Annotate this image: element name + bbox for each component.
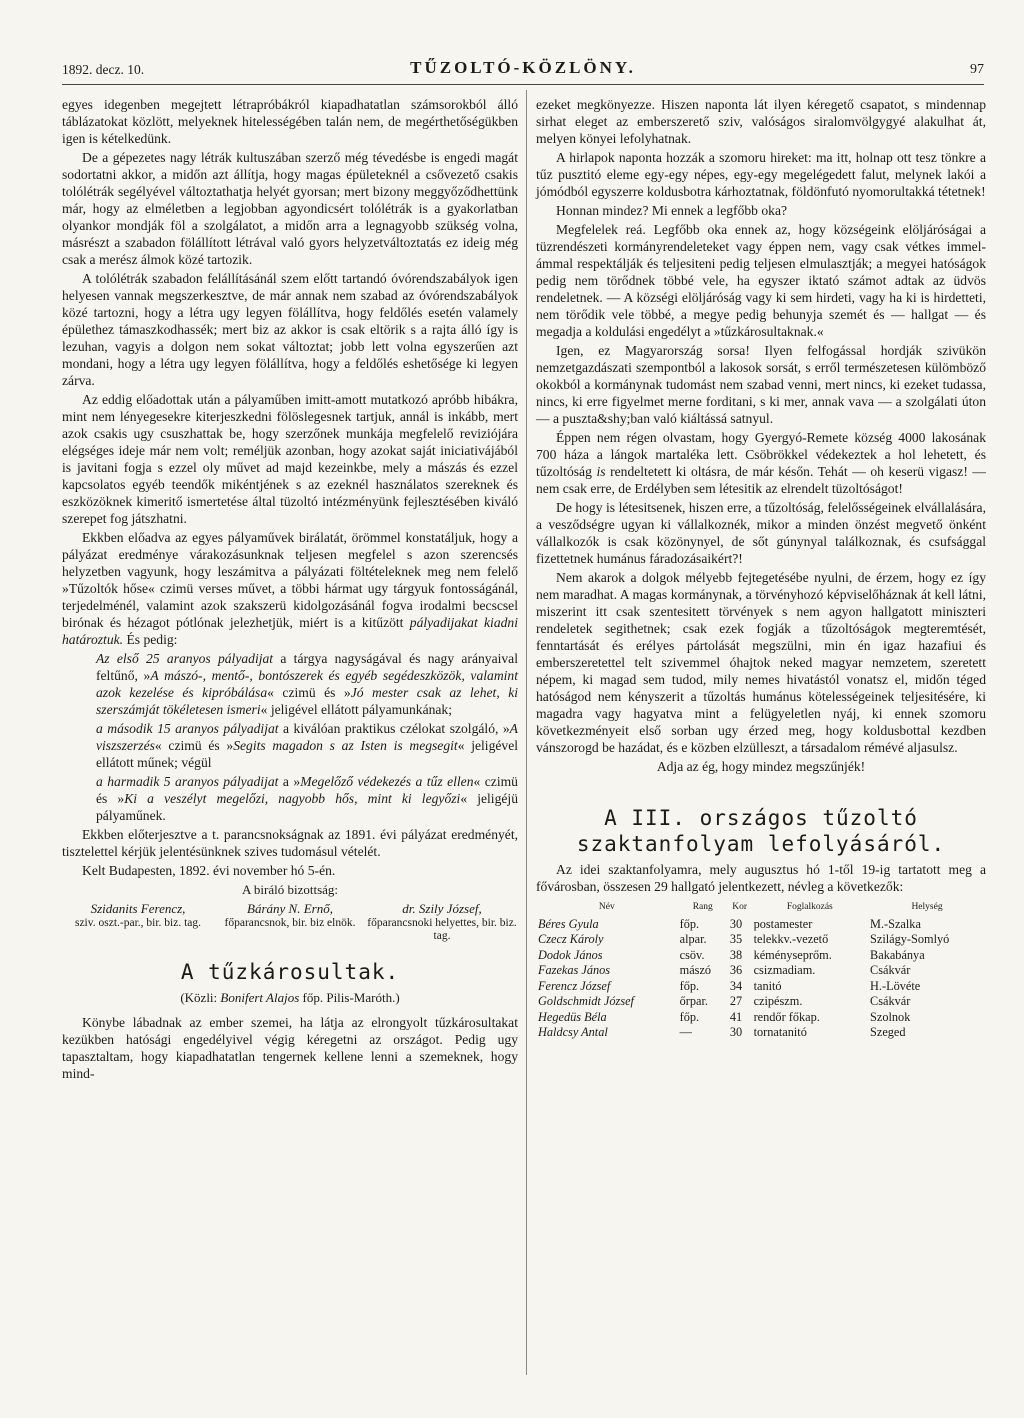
column-separator [526,90,527,1375]
table-row [536,979,986,995]
signature-3 [366,900,518,943]
award-third-conj: « czimü és » [96,774,518,806]
table-cell: kéményseprőm. [753,947,832,962]
p5-emphasis: pályadijakat kiadni határoztuk. [62,615,519,647]
table-cell: Csákvár [870,994,911,1008]
table-cell: M.-Szalka [870,916,921,931]
award-first-motto: Jó mester csak az lehet, ki szerszámját tökéletesen ismeri [96,685,519,717]
award-first-text: a tárgya nagyságával és nagy arányaival feltűnő, » [96,651,518,683]
table-cell: mászó [679,963,712,977]
article-byline [62,989,518,1006]
article3-paragraph-1: Az idei szaktanfolyamra, mely augusztus hó 1-től 19-ig tartatott meg a fővárosban, összesen 29 hallgató jelentkezett, névleg a következők: [536,862,986,894]
page-number: 97 [970,62,984,77]
p5-text: Ekkben előadva az egyes pályaművek birálatát, örömmel konstatáljuk, hogy a pályázat eredménye várakozásunknak teljesen megfelel s azon szerencsés helyzetben vagyunk, hogy leszámitva a pályázati föltételeknek meg nem felelő »Tűzoltók hőse« czimü verses művet, a többi hármat ugy tárgyuk fontosságánál, terjedelménél, valamint azok szakszerü kidolgozásánál fogva irodalmi becscsel birónak és hézagot pótlónak jelezhetjük, miért is a kitűzött [62,530,518,630]
table-body [536,917,986,1041]
right-paragraph-5: Igen, ez Magyarország sorsa! Ilyen felfogással hordják szivükön nemzetgazdászati szempontból a lakosok sorsát, s erről természetesen külömböző okokból a kormánynak tudomást nem szabad venni, mert nincs, ki ezeket tudassa, nincs, ki erre figyelmet merne forditani, s ki mer, annak vava — a szolgálati úton — a puszta&shy;ban való kiáltássá satnyul. [536,343,986,426]
p6-tail: rendeltetett ki oltásra, de már későn. Tehát — oh keserü vigasz! — nem csak erre, de Erdélyben sem létesitik az elrendelt tüzoltóságot! [536,464,987,496]
signature-row [62,900,518,943]
table-cell: Czecz Károly [538,932,604,946]
signature-2-name: Bárány N. Ernő, [247,901,333,916]
committee-label: A biráló bizottság: [241,882,339,897]
table-cell: főp. [679,978,700,993]
participants-table [536,899,986,1041]
table-row [536,917,986,933]
table-row [536,1010,986,1026]
table-cell: — [679,1025,692,1039]
table-cell: Szilágy-Somlyó [870,932,950,946]
right-paragraph-3: Honnan mindez? Mi ennek a legfőbb oka? [556,203,788,218]
table-cell: czipészm. [753,994,803,1008]
award-second-work: A viszszerzés [96,721,518,753]
table-row [536,932,986,948]
p6-emphasis: is [596,464,606,479]
table-cell: alpar. [679,932,707,946]
table-cell: Goldschmidt József [538,994,634,1008]
signature-2 [214,900,366,943]
signature-3-title: főparancsnoki helyettes, bir. biz. tag. [367,917,517,942]
award-third-motto: Ki a veszélyt megelőzi, nagyobb hős, mint ki legyőzi [124,791,461,806]
award-first-conj: « czimü és » [267,685,351,700]
signature-1-name: Szidanits Ferencz, [90,901,186,916]
masthead-title: TŰZOLTÓ-KÖZLÖNY. [410,58,636,77]
table-header-cell: Foglalkozás [786,902,833,912]
table-cell: csöv. [679,947,705,962]
award-second-motto: Segits magadon s az Isten is megsegit [233,738,458,753]
table-cell: 27 [729,994,743,1008]
table-cell: rendőr főkap. [753,1009,820,1024]
right-paragraph-6 [536,429,986,497]
table-cell: 38 [729,947,743,962]
award-second-prize: a második 15 aranyos pályadijat [96,721,279,736]
table-cell: csizmadiam. [753,963,816,977]
signature-2-title: főparancsnok, bir. biz elnök. [224,917,356,929]
table-header-cell: Helység [911,902,943,912]
award-first-prize: Az első 25 aranyos pályadijat [96,651,274,666]
table-header-row [536,899,986,917]
table-cell: Bakabánya [870,947,925,962]
table-row [536,963,986,979]
table-cell: Fazekas János [538,963,611,977]
table-cell: Szolnok [870,1009,911,1024]
table-cell: őrpar. [679,994,708,1008]
p5-tail: És pedig: [123,632,178,647]
left-paragraph-5 [62,529,518,648]
signature-1 [62,900,214,943]
table-cell: főp. [679,1009,700,1024]
award-third [62,773,518,824]
signature-1-title: sziv. oszt.-par., bir. biz. tag. [74,917,202,929]
table-row [536,1025,986,1041]
table-header-cell: Név [598,902,615,912]
table-header-cell: Kor [732,902,748,912]
table-cell: főp. [679,916,700,931]
table-cell: Szeged [870,1025,906,1039]
table-cell: Béres Gyula [538,916,599,931]
table-cell: tornatanitó [753,1025,807,1039]
table-cell: Ferencz József [538,978,611,993]
left-paragraph-3: A tolólétrák szabadon felállításánál szem előtt tartandó óvórendszabályok igen helyesen vannak megszerkesztve, de már annak nem szabad az óvórendszabályok közé tartozni, hogy a létra ugy legyen fölállítva, hogy feldőlés esetén valamely épülethez támaszkodhassék; mert biz az akkor is csak eltörik s a rajta álló így is lezuhan, vagyis a dolgon nem sokat változtat; jobb lett volna egyszerűen azt mondani, hogy a létra ugy legyen fölállítva, hogy a feldőlés eshetősége ki legyen zárva. [62,271,518,388]
byline-suffix: főp. Pilis-Maróth.) [299,990,400,1005]
right-paragraph-4: Megfelelek reá. Legfőbb oka ennek az, hogy községeink elöljáróságai a tüzrendészeti kormányrendeleteket vagy éppen nem, vagy csak vétkes immel-ámmal respektálják és teljesiteni pedig teljesen elmulasztják; a megyei hatóságok pedig nem törődnek többé vele, ha egyszer iktató számot adtak az üdvös rendeletnek. — A községi elöljáróság vagy ki sem hirdeti, vagy ha ki is hirdetteti, nem törődik vele többé, a megye pedig behunyja szemét és — hallgat — és megadja a koldulási engedélyt a »tűzkárosultaknak.« [536,222,986,339]
signature-3-name: dr. Szily József, [402,901,482,916]
table-cell: 35 [729,932,743,946]
left-paragraph-7: Kelt Budapesten, 1892. évi november hó 5-én. [82,863,336,878]
left-paragraph-2: De a gépezetes nagy létrák kultuszában szerző még tévedésbe is engedi magát sodortatni akkor, a midőn azt állítja, hogy magas épületeknél a csővezető csakis tolólétrák segélyével változtathatja helyét gyorsan; mert bizony meggyőződhettünk már, hogy az elméletben a legjobban agyondicsért tolólétrák is a gyakorlatban olyankor mondják föl a szolgálatot, a midőn arra a legnagyobb szükség volna, másrészt a szabadon fölállított létrával való gyors helyzetváltoztatás ez ideig még csak a merész álmok közé tartozik. [62,150,518,267]
table-cell: H.-Lövéte [870,978,921,993]
table-cell: tanitó [753,978,782,993]
article2-paragraph-1: Könybe lábadnak az ember szemei, ha látja az elrongyolt tűzkárosultakat kezükben hatósági engedélyivel végig kéregetni az országot. Pedig ugy tapasztaltam, hogy kiapadhatatlan tengernek kellene lenni a szemeknek, hogy mind- [62,1015,518,1081]
award-first [62,650,518,718]
award-second [62,720,518,771]
article-title-szaktanfolyam: A III. országos tűzoltó szaktanfolyam lefolyásáról. [576,806,946,856]
issue-date: 1892. decz. 10. [62,62,145,77]
header-rule [62,84,984,85]
table-cell: 34 [729,978,743,993]
table-cell: Dodok János [538,947,603,962]
award-second-text: a kiválóan praktikus czélokat szolgáló, » [278,721,510,736]
article-title-tuzkarosultak: A tűzkárosultak. [180,960,400,984]
left-paragraph-4: Az eddig előadottak után a pályaműben imitt-amott mutatkozó apróbb hibákra, mint nem lényegesekre kiterjeszkedni fölöslegesnek tartjuk, annál is inkább, mert azok csakis ugy csuszhattak be, hogy szerzőnek munkája megfelelő reviziójára elégséges ideje már nem volt; reméljük azonban, hogy azokat saját iniciativájából is javitani fogja s ezzel oly művet ad majd kezeinkbe, mely a mászás és ezzel kapcsolatos egyéb teendők mikéntjének s az ezeknél használatos szereknek és eszközöknek kimeritő ismertetése által tüzoltó intézményünk fejlesztésében kiváló szerepet fog játszhatni. [62,392,518,526]
table-cell: Hegedüs Béla [538,1009,607,1024]
table-cell: 41 [729,1009,743,1024]
page-header [62,54,984,80]
byline-prefix: (Közli: [180,990,221,1005]
right-paragraph-7: De hogy is létesitsenek, hiszen erre, a tűzoltóság, felelősségeinek elvállalására, a vesződségre ugyan ki vállalkoznék, mikor a minden önzést megvető önként vállalkozók is csak közönynyel, de sőt gúnynyal találkoznak, és csufsággal fizettetnek humánus fáradozásaikért?! [536,500,986,566]
right-paragraph-1: ezeket megkönyezze. Hiszen naponta lát ilyen kéregető csapatot, s mindennap sirhat eleget az emberszerető sziv, valóságos siralomvölgygyé alakulhat át, melyen könyei lefolyhatnak. [536,97,986,146]
award-third-tail: « jeligéjü pályaműnek. [96,791,518,823]
award-second-conj: « czimü és » [154,738,234,753]
table-cell: 36 [729,963,743,977]
p6-text: Éppen nem régen olvastam, hogy Gyergyó-Remete község 4000 lakosának 700 háza a lángok martaléka lett. Csöbrökkel védekeztek a hol lehetett, és tűzoltóság [536,430,986,479]
table-header-cell: Rang [692,902,713,912]
right-paragraph-2: A hirlapok naponta hozzák a szomoru hireket: ma itt, holnap ott tesz tönkre a tűz pusztitó eleme egy-egy népes, egy-egy megelégedett falut, melynek lakói a jómódból egyszerre koldusbotra kárhoztatnak, földönfutó nyomorultakká tétetnek! [536,150,986,199]
table-cell: 30 [729,1025,743,1039]
table-cell: Haldcsy Antal [538,1025,608,1039]
award-third-prize: a harmadik 5 aranyos pályadijat [96,774,279,789]
left-paragraph-6: Ekkben előterjesztve a t. parancsnokságnak az 1891. évi pályázat eredményét, tisztelettel kérjük jelentésünknek szives tudomásul vételét. [62,827,518,859]
table-cell: 30 [729,916,743,931]
award-second-tail: « jeligével ellátott műnek; végül [96,738,519,770]
left-paragraph-1: egyes idegenben megejtett létrapróbákról kiapadhatatlan számsorokból álló táblázatokat közlött, melyeknek hitelességében talán nem, de megérthetőségükben igen is kételkedünk. [62,97,518,146]
right-paragraph-9: Adja az ég, hogy mindez megszűnjék! [656,759,866,774]
table-cell: telekkv.-vezető [753,932,829,946]
left-column [62,96,518,1084]
award-first-work: A mászó-, mentő-, bontószerek és egyéb segédeszközök, valamint azok kezelése és kipróbálása [96,668,518,700]
signatures [62,881,518,943]
table-row [536,994,986,1010]
award-third-work: Megelőző védekezés a tűz ellen [300,774,474,789]
award-first-tail: « jeligével ellátott pályamunkának; [260,702,453,717]
table-row [536,948,986,964]
right-paragraph-8: Nem akarok a dolgok mélyebb fejtegetésébe nyulni, de érzem, hogy ez így nem maradhat. A magas kormánynak, a törvényhozó képviselőháznak át kell látni, miszerint itt csak szentesitett törvények s nem agyon hallgatott miniszteri rendeletek segithetnek; csak ezek fogják a tűzoltóságok megteremtését, fenntartását és erélyes pártolását megszülni, min én igaz hazafiui és emberszeretettel telt szivemmel óhajtok neked magyar nemzetem, szeretett népem, ki magad sem tudod, mily nemes hivatástól vonatsz el, midőn téged hatóságod nem kényszerit a tűzoltás humánus kötelességeinek teljesitésére, ki magadra vagy hagyatva mint a felügyeletlen nyáj, ki ennek szomoru következményeit első sorban ugy érzed meg, hogy koldusbottal kezdben vánszorogd be hazádat, és e közben elzülleszt, a társadalom rémévé aljasulsz. [536,570,986,755]
table-cell: Csákvár [870,963,911,977]
right-column [536,96,986,1041]
byline-author: Bonifert Alajos [220,990,300,1005]
table-cell: postamester [753,916,813,931]
award-third-text: a » [278,774,301,789]
